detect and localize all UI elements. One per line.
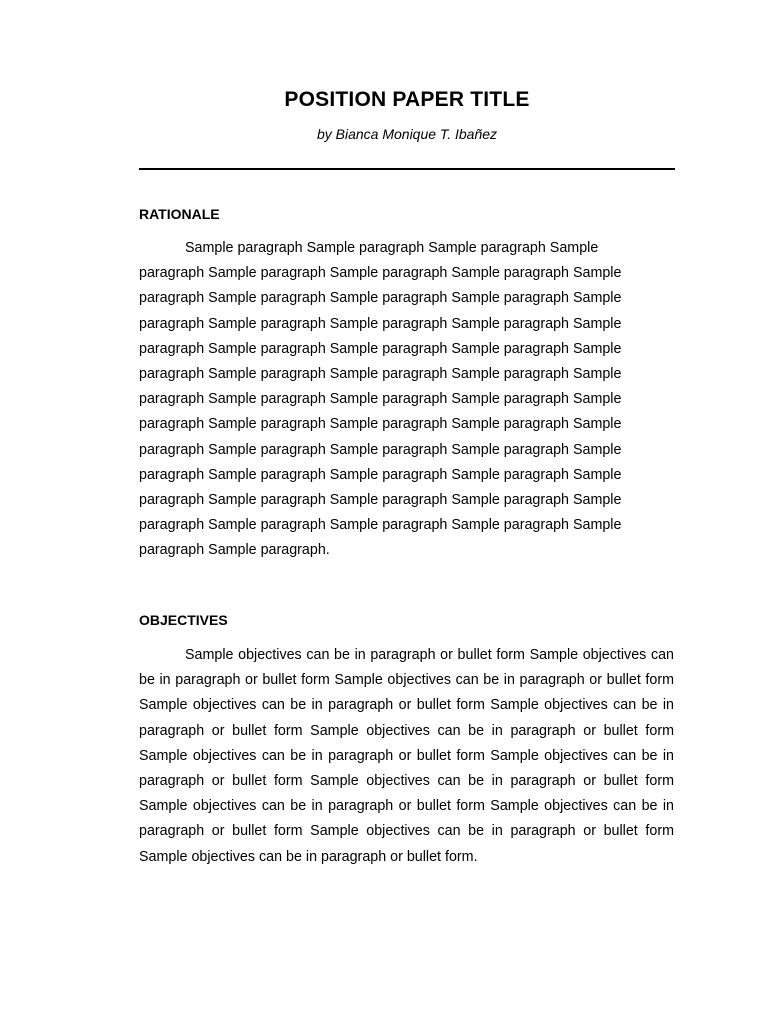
title-divider [139, 168, 675, 170]
rationale-heading: RATIONALE [139, 206, 220, 222]
document-title: POSITION PAPER TITLE [284, 88, 530, 111]
objectives-heading: OBJECTIVES [139, 612, 228, 628]
objectives-paragraph: Sample objectives can be in paragraph or bullet form Sample objectives can be in paragraph or bullet form Sample objectives can be in paragraph or bullet form Sample objectives can be in paragraph or bullet form Sample objectives can be in paragraph or bullet form Sample objectives can be in paragraph or bullet form Sample objectives can be in paragraph or bullet form Sample objectives can be in paragraph or bullet form Sample objectives can be in paragraph or bullet form Sample objectives can be in paragraph or bullet form Sample objectives can be in paragraph or bullet form Sample objectives can be in paragraph or bullet form Sample objectives can be in paragraph or bullet form. [139, 647, 674, 865]
rationale-paragraph: Sample paragraph Sample paragraph Sample paragraph Sample paragraph Sample paragraph Sample paragraph Sample paragraph Sample paragraph Sample paragraph Sample paragraph Sample paragraph Sample paragraph Sample paragraph Sample paragraph Sample paragraph Sample paragraph Sample paragraph Sample paragraph Sample paragraph Sample paragraph Sample paragraph Sample paragraph Sample paragraph Sample paragraph Sample paragraph Sample paragraph Sample paragraph Sample paragraph Sample paragraph Sample paragraph Sample paragraph Sample paragraph Sample paragraph Sample paragraph Sample paragraph Sample paragraph Sample paragraph Sample paragraph Sample paragraph Sample paragraph Sample paragraph Sample paragraph Sample paragraph Sample paragraph Sample paragraph Sample paragraph Sample paragraph Sample paragraph Sample paragraph. [139, 240, 622, 559]
author-byline: by Bianca Monique T. Ibañez [316, 126, 498, 142]
